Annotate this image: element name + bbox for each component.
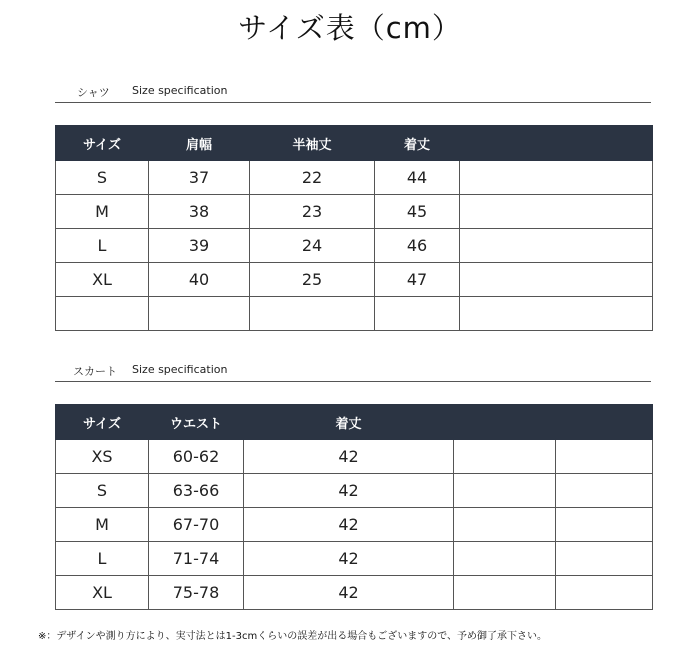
table-cell (460, 195, 653, 229)
table-row (56, 474, 653, 508)
shirt-section-subtitle: Size specification (132, 84, 228, 97)
table-row (56, 229, 653, 263)
table-cell (250, 297, 375, 331)
page-title: サイズ表（cm） (238, 11, 462, 45)
table-cell: XL (56, 263, 149, 297)
header-shoulder-width: 肩幅 (149, 126, 250, 161)
table-cell (460, 263, 653, 297)
table-cell: L (56, 229, 149, 263)
table-cell: 23 (250, 195, 375, 229)
table-header-row (56, 405, 653, 440)
table-cell (460, 161, 653, 195)
header-blank (454, 405, 556, 440)
table-cell: 71-74 (149, 542, 244, 576)
table-cell: 42 (244, 508, 454, 542)
table-cell (454, 576, 556, 610)
table-cell (454, 474, 556, 508)
table-row (56, 508, 653, 542)
header-length: 着丈 (244, 405, 454, 440)
skirt-section-subtitle: Size specification (132, 363, 228, 376)
table-cell: XL (56, 576, 149, 610)
table-cell (460, 297, 653, 331)
table-row (56, 195, 653, 229)
table-cell (56, 297, 149, 331)
table-cell (454, 542, 556, 576)
table-cell: 40 (149, 263, 250, 297)
table-row (56, 297, 653, 331)
header-sleeve-length: 半袖丈 (250, 126, 375, 161)
table-cell: S (56, 161, 149, 195)
table-cell: 24 (250, 229, 375, 263)
header-blank (460, 126, 653, 161)
table-cell: 42 (244, 576, 454, 610)
table-cell: 75-78 (149, 576, 244, 610)
table-cell: 38 (149, 195, 250, 229)
table-cell (556, 474, 653, 508)
table-cell: 42 (244, 474, 454, 508)
shirt-section-label: シャツ (77, 86, 110, 99)
table-cell: 46 (375, 229, 460, 263)
table-cell (454, 508, 556, 542)
shirt-size-table (55, 125, 653, 331)
table-cell: 39 (149, 229, 250, 263)
table-cell: L (56, 542, 149, 576)
table-cell: M (56, 508, 149, 542)
table-cell: M (56, 195, 149, 229)
shirt-section-header (55, 80, 651, 103)
table-cell: S (56, 474, 149, 508)
table-cell: 44 (375, 161, 460, 195)
table-cell: 47 (375, 263, 460, 297)
table-row (56, 576, 653, 610)
measurement-note: ※：デザインや測り方により、実寸法とは1-3cmくらいの誤差が出る場合もございますので、予め御了承下さい。 (38, 631, 548, 642)
header-blank (556, 405, 653, 440)
table-cell (556, 440, 653, 474)
skirt-size-table (55, 404, 653, 610)
table-cell: 45 (375, 195, 460, 229)
header-body-length: 着丈 (375, 126, 460, 161)
table-cell: 22 (250, 161, 375, 195)
table-cell (460, 229, 653, 263)
table-cell: 25 (250, 263, 375, 297)
table-row (56, 440, 653, 474)
table-cell: 37 (149, 161, 250, 195)
table-cell (556, 576, 653, 610)
table-cell (556, 542, 653, 576)
table-cell: 42 (244, 542, 454, 576)
table-cell (375, 297, 460, 331)
table-row (56, 263, 653, 297)
table-cell (556, 508, 653, 542)
header-size: サイズ (56, 405, 149, 440)
table-cell (454, 440, 556, 474)
table-cell: 67-70 (149, 508, 244, 542)
skirt-section-label: スカート (73, 365, 117, 378)
table-header-row (56, 126, 653, 161)
table-cell: 60-62 (149, 440, 244, 474)
table-cell: 63-66 (149, 474, 244, 508)
table-row (56, 161, 653, 195)
table-cell: 42 (244, 440, 454, 474)
header-waist: ウエスト (149, 405, 244, 440)
header-size: サイズ (56, 126, 149, 161)
skirt-section-header (55, 359, 651, 382)
table-cell: XS (56, 440, 149, 474)
table-cell (149, 297, 250, 331)
table-row (56, 542, 653, 576)
